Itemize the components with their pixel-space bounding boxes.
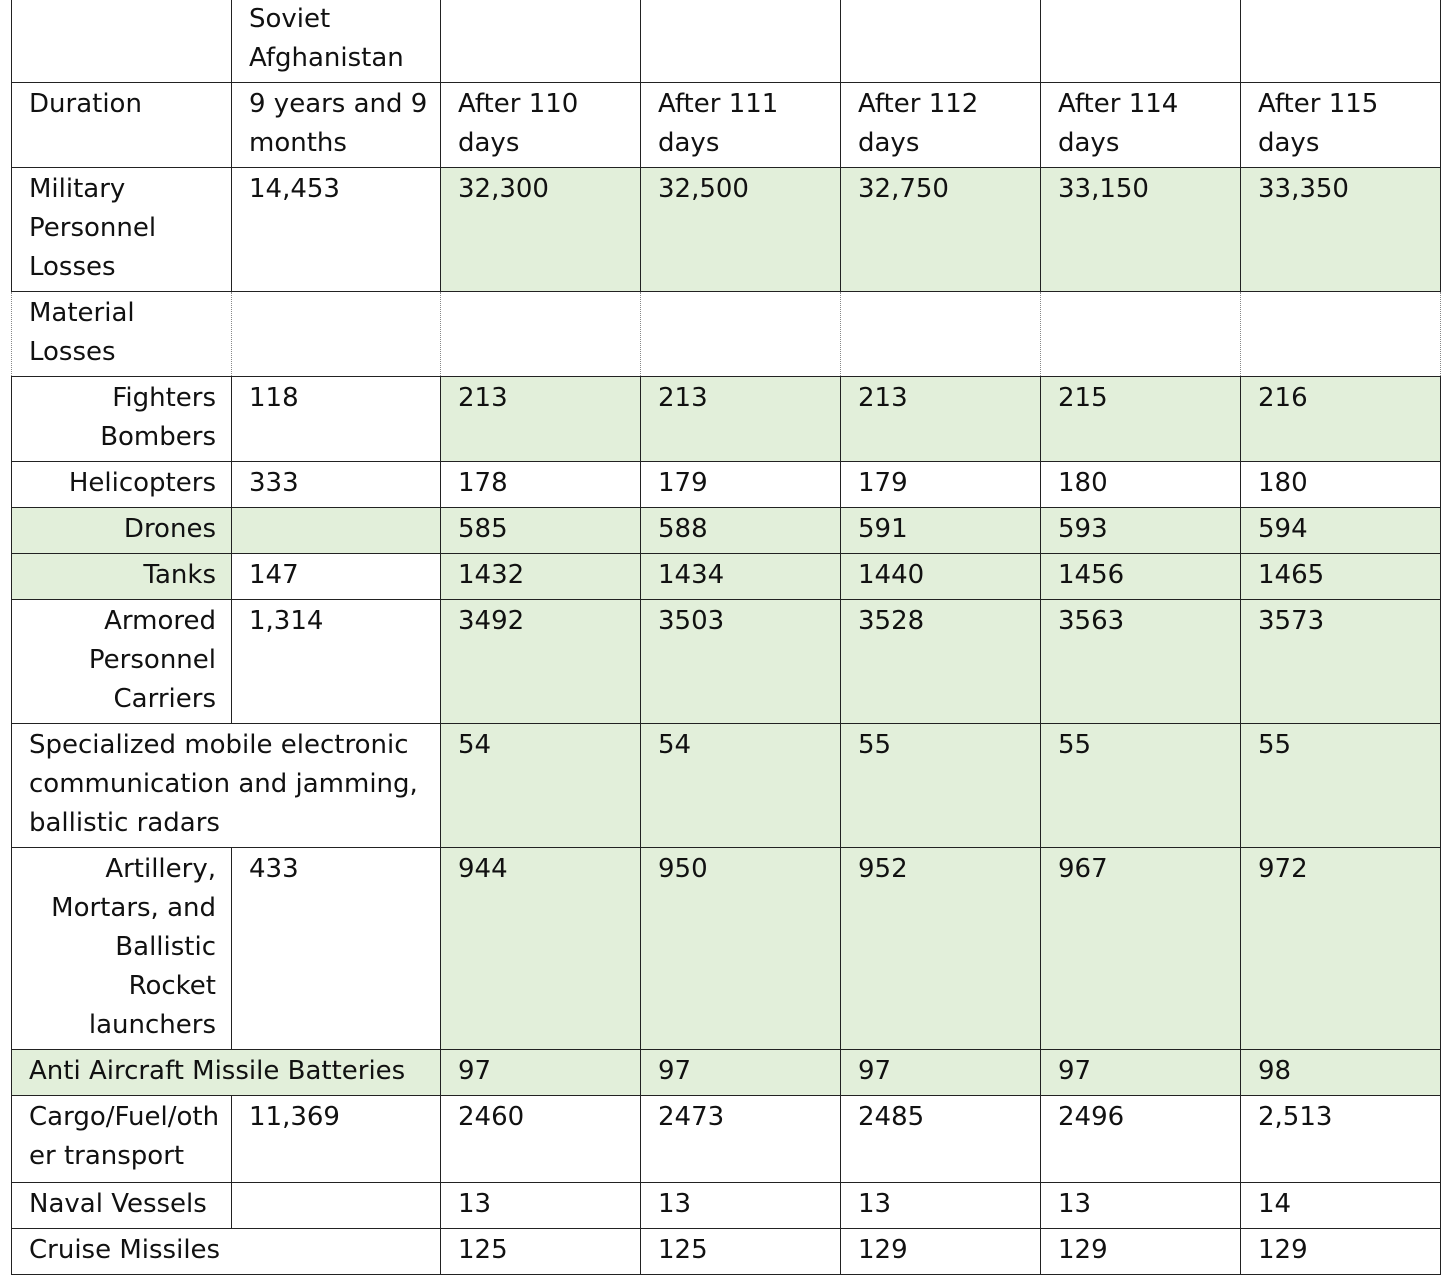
table-cell: After 112 days	[841, 83, 1041, 168]
table-cell: 180	[1041, 462, 1241, 508]
row-label	[12, 0, 232, 83]
table-cell: 32,750	[841, 168, 1041, 292]
table-cell: 950	[641, 848, 841, 1050]
row-label: Military Personnel Losses	[12, 168, 232, 292]
table-cell	[441, 0, 641, 83]
soviet-value	[232, 508, 441, 554]
table-cell: 54	[441, 724, 641, 848]
table-cell: 1440	[841, 554, 1041, 600]
soviet-value: 118	[232, 377, 441, 462]
table-cell: 33,350	[1241, 168, 1441, 292]
table-cell: 179	[841, 462, 1041, 508]
table-cell	[841, 292, 1041, 377]
table-row-cruise-missiles	[12, 1229, 1441, 1275]
table-cell: 97	[841, 1050, 1041, 1096]
table-cell: 129	[1041, 1229, 1241, 1275]
table-row-fighters-bombers	[12, 377, 1441, 462]
table-row-tanks	[12, 554, 1441, 600]
table-header-row	[12, 0, 1441, 83]
table-cell: 585	[441, 508, 641, 554]
table-cell	[1241, 292, 1441, 377]
table-cell: 2485	[841, 1096, 1041, 1183]
table-cell	[641, 292, 841, 377]
row-label: Fighters Bombers	[12, 377, 232, 462]
soviet-value: 14,453	[232, 168, 441, 292]
table-cell: 972	[1241, 848, 1441, 1050]
table-row-naval	[12, 1183, 1441, 1229]
table-row-electronic	[12, 724, 1441, 848]
soviet-value: 147	[232, 554, 441, 600]
table-cell: 952	[841, 848, 1041, 1050]
table-cell: 1434	[641, 554, 841, 600]
soviet-value: 9 years and 9 months	[232, 83, 441, 168]
table-cell: 125	[441, 1229, 641, 1275]
table-cell: 55	[1241, 724, 1441, 848]
table-cell: 179	[641, 462, 841, 508]
soviet-value: 11,369	[232, 1096, 441, 1183]
table-cell	[1041, 292, 1241, 377]
table-cell: 32,300	[441, 168, 641, 292]
table-cell: 215	[1041, 377, 1241, 462]
table-cell: 213	[441, 377, 641, 462]
table-cell: 13	[441, 1183, 641, 1229]
row-label: Cruise Missiles	[12, 1229, 441, 1275]
table-cell: 591	[841, 508, 1041, 554]
soviet-value: 333	[232, 462, 441, 508]
table-cell: 55	[1041, 724, 1241, 848]
table-row-helicopters	[12, 462, 1441, 508]
table-cell: After 114 days	[1041, 83, 1241, 168]
table-cell: 2496	[1041, 1096, 1241, 1183]
table-cell: 213	[841, 377, 1041, 462]
table-cell: 14	[1241, 1183, 1441, 1229]
table-cell	[841, 0, 1041, 83]
table-cell	[1241, 0, 1441, 83]
table-cell: 1456	[1041, 554, 1241, 600]
table-cell: 13	[1041, 1183, 1241, 1229]
table-row-cargo	[12, 1096, 1441, 1183]
table-cell: 129	[1241, 1229, 1441, 1275]
table-cell: 129	[841, 1229, 1041, 1275]
table-cell	[441, 292, 641, 377]
table-cell: 216	[1241, 377, 1441, 462]
table-cell: 97	[1041, 1050, 1241, 1096]
table-cell: 97	[441, 1050, 641, 1096]
table-cell: 13	[641, 1183, 841, 1229]
table-cell: 3573	[1241, 600, 1441, 724]
table-row-material-losses	[12, 292, 1441, 377]
table-cell: 1465	[1241, 554, 1441, 600]
table-cell	[232, 292, 441, 377]
table-row-artillery	[12, 848, 1441, 1050]
row-label: Artillery, Mortars, and Ballistic Rocket launchers	[12, 848, 232, 1050]
table-cell: 2473	[641, 1096, 841, 1183]
table-cell: 98	[1241, 1050, 1441, 1096]
table-cell: 1432	[441, 554, 641, 600]
row-label: Tanks	[12, 554, 232, 600]
table-cell: 588	[641, 508, 841, 554]
table-cell: 3528	[841, 600, 1041, 724]
row-label: Armored Personnel Carriers	[12, 600, 232, 724]
row-label: Naval Vessels	[12, 1183, 232, 1229]
table-cell: 967	[1041, 848, 1241, 1050]
table-cell: 13	[841, 1183, 1041, 1229]
table-cell: 3503	[641, 600, 841, 724]
table-cell: 3492	[441, 600, 641, 724]
table-row-duration	[12, 83, 1441, 168]
table-row-military-personnel	[12, 168, 1441, 292]
table-cell	[1041, 0, 1241, 83]
row-label: Duration	[12, 83, 232, 168]
soviet-value: 1,314	[232, 600, 441, 724]
table-cell: 97	[641, 1050, 841, 1096]
table-cell: 54	[641, 724, 841, 848]
table-cell: 2460	[441, 1096, 641, 1183]
row-label: Specialized mobile electronic communication and jamming, ballistic radars	[12, 724, 441, 848]
table-row-drones	[12, 508, 1441, 554]
row-label: Drones	[12, 508, 232, 554]
table-cell: After 110 days	[441, 83, 641, 168]
table-cell: After 111 days	[641, 83, 841, 168]
table-cell: 2,513	[1241, 1096, 1441, 1183]
table-cell: 32,500	[641, 168, 841, 292]
soviet-value: 433	[232, 848, 441, 1050]
table-cell: 944	[441, 848, 641, 1050]
table-cell: 180	[1241, 462, 1441, 508]
soviet-value	[232, 1183, 441, 1229]
table-cell: 33,150	[1041, 168, 1241, 292]
losses-comparison-table	[11, 0, 1441, 1275]
table-cell: 213	[641, 377, 841, 462]
row-label: Helicopters	[12, 462, 232, 508]
table-cell: 594	[1241, 508, 1441, 554]
table-row-apc	[12, 600, 1441, 724]
table-cell: 55	[841, 724, 1041, 848]
table-cell	[641, 0, 841, 83]
soviet-afghanistan-header: Soviet Afghanistan	[232, 0, 441, 83]
table-cell: After 115 days	[1241, 83, 1441, 168]
table-cell: 3563	[1041, 600, 1241, 724]
table-row-anti-aircraft	[12, 1050, 1441, 1096]
row-label: Anti Aircraft Missile Batteries	[12, 1050, 441, 1096]
row-label: Cargo/Fuel/other transport	[12, 1096, 232, 1183]
table-cell: 125	[641, 1229, 841, 1275]
table-cell: 178	[441, 462, 641, 508]
row-label: Material Losses	[12, 292, 232, 377]
table-cell: 593	[1041, 508, 1241, 554]
